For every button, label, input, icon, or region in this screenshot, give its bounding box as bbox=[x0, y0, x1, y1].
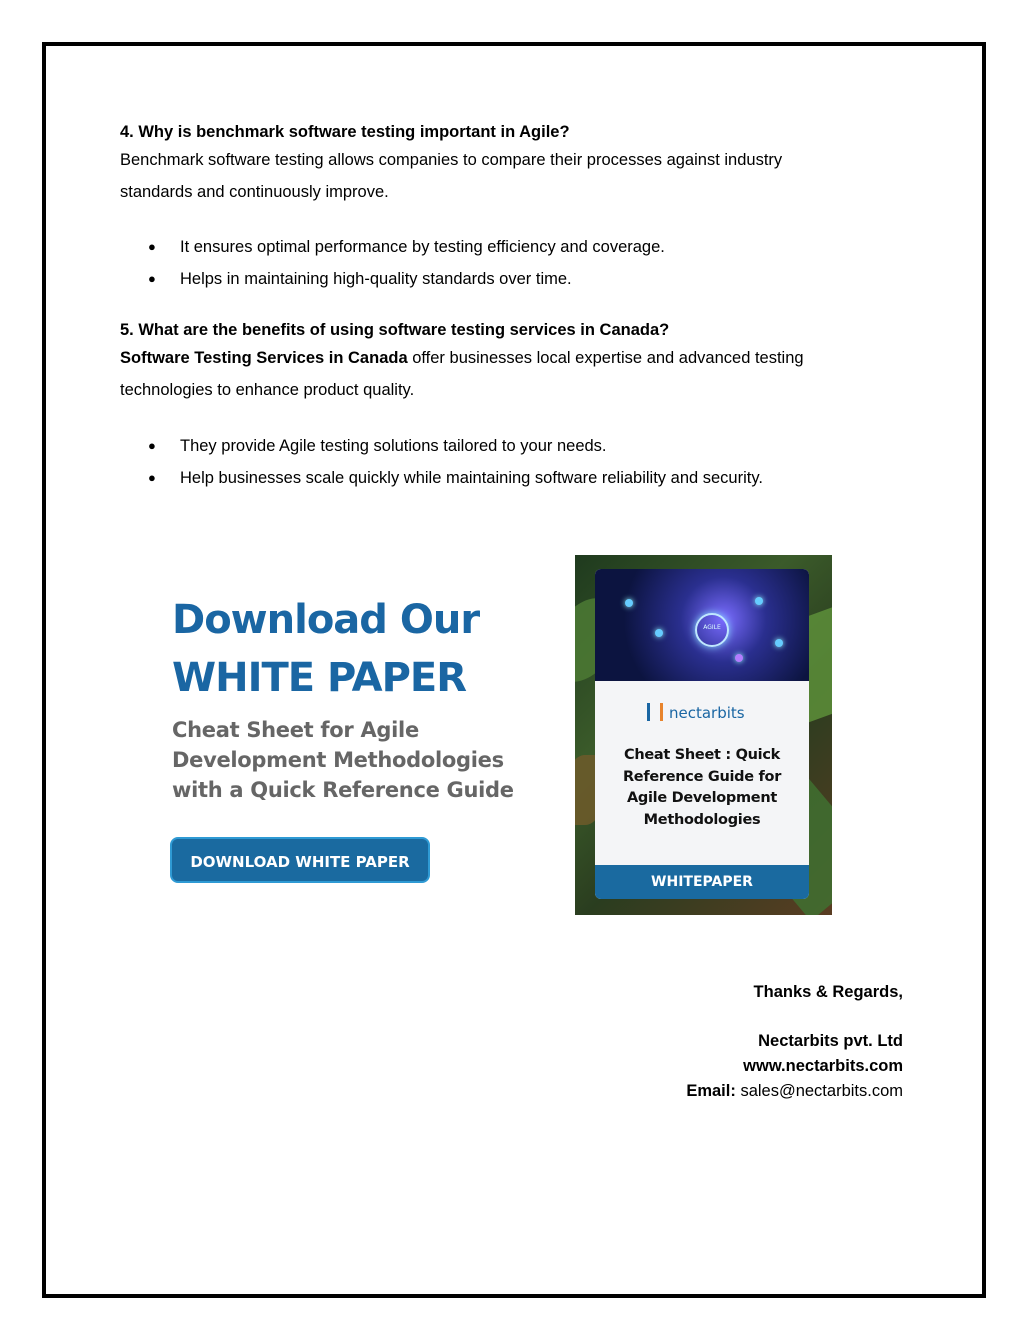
node-icon bbox=[735, 654, 743, 662]
download-white-paper-button[interactable]: DOWNLOAD WHITE PAPER bbox=[170, 837, 430, 883]
faq-q4 bbox=[120, 120, 910, 208]
node-icon bbox=[625, 599, 633, 607]
list-item: ● They provide Agile testing solutions tailored to your needs. bbox=[148, 430, 763, 462]
node-icon bbox=[755, 597, 763, 605]
faq-q5-heading: 5. What are the benefits of using software testing services in Canada? bbox=[120, 321, 670, 339]
faq-q4-line1: Benchmark software testing allows companies to compare their processes against industry bbox=[120, 151, 783, 169]
banner-title-line1: Download Our bbox=[172, 597, 480, 643]
banner-subtitle-line3: with a Quick Reference Guide bbox=[172, 778, 514, 802]
whitepaper-cover-image[interactable] bbox=[575, 555, 832, 915]
faq-q4-heading: 4. Why is benchmark software testing important in Agile? bbox=[120, 123, 570, 141]
logo-text-a: nectar bbox=[669, 704, 718, 722]
nectarbits-logo bbox=[647, 703, 745, 722]
card-title-line1: Cheat Sheet : Quick bbox=[624, 747, 780, 763]
website-link[interactable]: www.nectarbits.com bbox=[743, 1057, 903, 1075]
whitepaper-card bbox=[595, 569, 809, 899]
banner-subtitle bbox=[172, 715, 514, 805]
logo-mark-icon bbox=[647, 703, 663, 721]
agile-label: AGILE bbox=[703, 624, 721, 631]
faq-q4-text bbox=[120, 144, 910, 208]
node-icon bbox=[775, 639, 783, 647]
list-item: ● Help businesses scale quickly while maintaining software reliability and security. bbox=[148, 462, 763, 494]
list-item: ● Helps in maintaining high-quality standards over time. bbox=[148, 263, 665, 295]
faq-q5-bold-lead: Software Testing Services in Canada bbox=[120, 349, 408, 367]
company-name: Nectarbits pvt. Ltd bbox=[758, 1032, 903, 1050]
email-link[interactable]: sales@nectarbits.com bbox=[740, 1082, 903, 1100]
banner-subtitle-line2: Development Methodologies bbox=[172, 748, 504, 772]
agile-icon bbox=[695, 613, 729, 647]
whitepaper-banner[interactable] bbox=[160, 555, 840, 915]
banner-title bbox=[172, 591, 479, 707]
whitepaper-card-title bbox=[595, 745, 809, 831]
email-label: Email: bbox=[686, 1082, 736, 1100]
faq-q4-line2: standards and continuously improve. bbox=[120, 183, 389, 201]
node-icon bbox=[655, 629, 663, 637]
regards-text: Thanks & Regards, bbox=[753, 983, 903, 1001]
faq-q5-line1-rest: offer businesses local expertise and advanced testing bbox=[407, 349, 804, 367]
faq-q5 bbox=[120, 318, 910, 406]
list-item: ● It ensures optimal performance by testing efficiency and coverage. bbox=[148, 231, 665, 263]
faq-q5-line2: technologies to enhance product quality. bbox=[120, 381, 415, 399]
agile-illustration bbox=[595, 569, 809, 681]
card-title-line3: Agile Development bbox=[627, 790, 777, 806]
banner-title-line2: WHITE PAPER bbox=[172, 655, 467, 701]
faq-q4-bullets bbox=[148, 231, 665, 295]
logo-text-b: bits bbox=[717, 704, 745, 722]
banner-subtitle-line1: Cheat Sheet for Agile bbox=[172, 718, 419, 742]
signoff-regards bbox=[754, 980, 903, 1005]
faq-q5-bullets bbox=[148, 430, 763, 494]
card-title-line4: Methodologies bbox=[643, 811, 761, 828]
whitepaper-card-footer: WHITEPAPER bbox=[595, 865, 809, 899]
card-title-line2: Reference Guide for bbox=[622, 768, 782, 785]
signoff-block bbox=[686, 1029, 903, 1104]
faq-q5-text bbox=[120, 342, 910, 406]
